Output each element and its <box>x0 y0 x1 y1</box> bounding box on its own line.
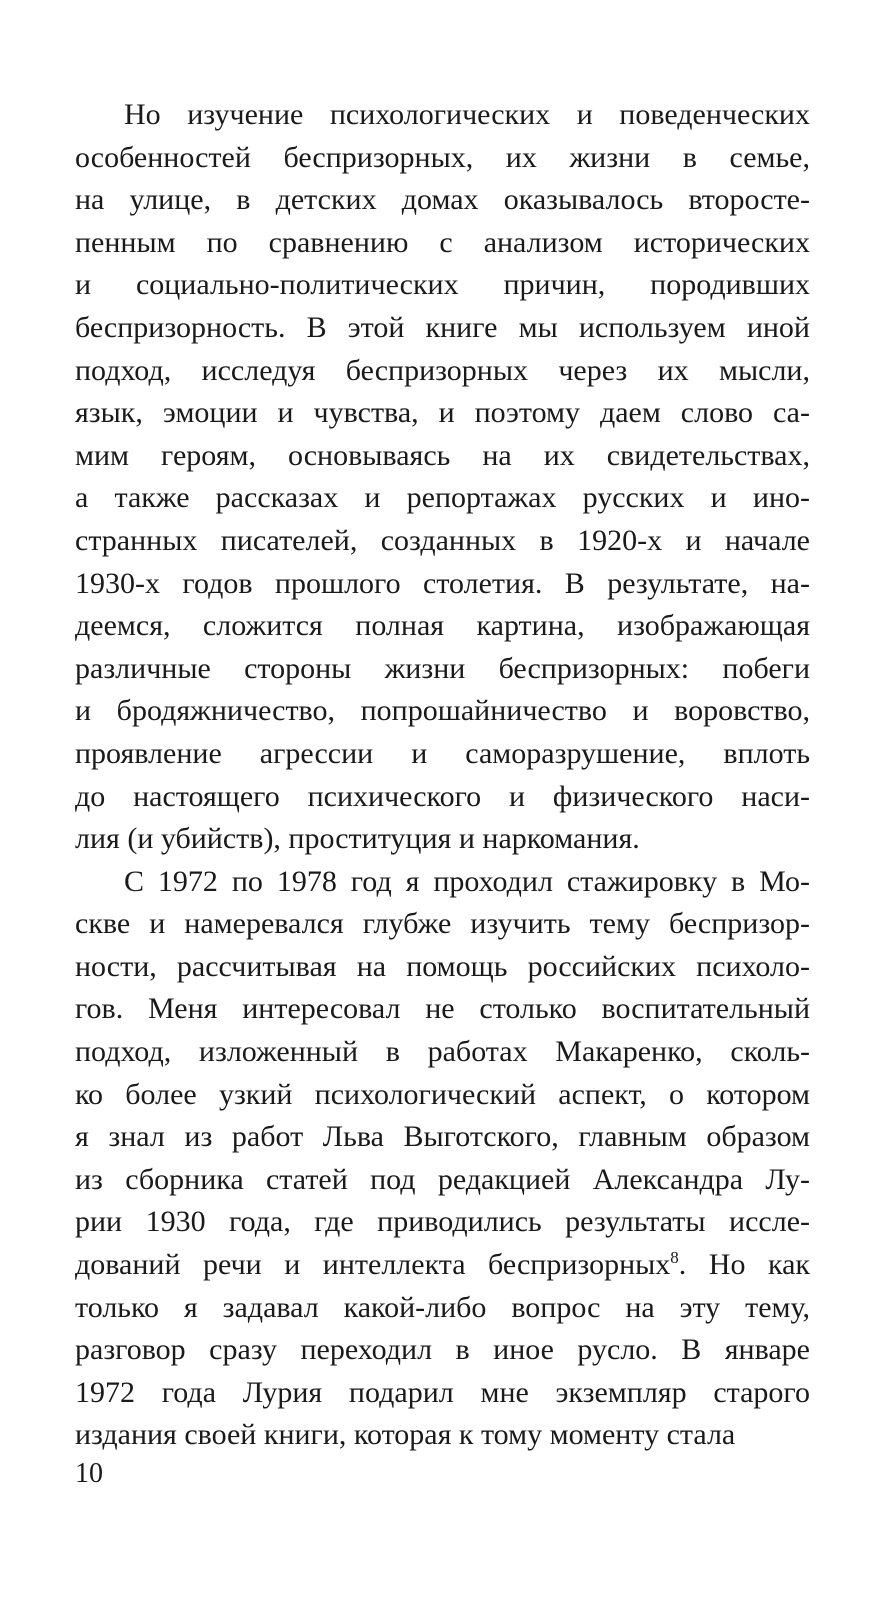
line-text: лия (и убийств), проституция и наркомания. <box>75 822 640 856</box>
line-text: только я задавал какой-либо вопрос на эту тему, <box>75 1290 810 1324</box>
line-text: рии 1930 года, где приводились результаты иссле- <box>75 1205 810 1239</box>
line-text: ности, рассчитывая на помощь российских психоло- <box>75 949 810 983</box>
line-text: мим героям, основываясь на их свидетельствах, <box>75 438 810 472</box>
line-text: я знал из работ Льва Выготского, главным образом <box>75 1120 810 1154</box>
text-line <box>75 264 810 307</box>
line-text: 1930-х годов прошлого столетия. В результате, на- <box>75 566 810 600</box>
text-line <box>75 1287 810 1330</box>
text-line <box>75 1031 810 1074</box>
line-text: С 1972 по 1978 год я проходил стажировку в Мо- <box>124 864 810 898</box>
text-line <box>75 733 810 776</box>
line-text: проявление агрессии и саморазрушение, вплоть <box>75 736 810 770</box>
text-line <box>75 1372 810 1415</box>
page-number: 10 <box>75 1458 103 1489</box>
line-text: деемся, сложится полная картина, изображающая <box>75 609 810 643</box>
text-line <box>75 988 810 1031</box>
line-text: . Но как <box>678 1248 810 1282</box>
line-text: особенностей беспризорных, их жизни в семье, <box>75 140 810 174</box>
text-line <box>75 605 810 648</box>
line-text: странных писателей, созданных в 1920-х и начале <box>75 523 810 557</box>
text-line <box>75 520 810 563</box>
text-line <box>75 307 810 350</box>
text-line <box>75 648 810 691</box>
line-text: подход, изложенный в работах Макаренко, сколь- <box>75 1035 810 1069</box>
text-line <box>75 222 810 265</box>
line-text: различные стороны жизни беспризорных: побеги <box>75 651 810 685</box>
line-text: беспризорность. В этой книге мы используем иной <box>75 310 810 344</box>
text-line <box>75 477 810 520</box>
line-text: пенным по сравнению с анализом исторических <box>75 225 810 259</box>
text-line <box>75 94 810 137</box>
line-text: разговор сразу переходил в иное русло. В январе <box>75 1333 810 1367</box>
text-line <box>75 563 810 606</box>
text-line <box>75 1074 810 1117</box>
text-line <box>75 179 810 222</box>
text-line <box>75 861 810 904</box>
line-text: а также рассказах и репортажах русских и ино- <box>75 481 810 515</box>
line-text: скве и намеревался глубже изучить тему беспризор- <box>75 907 810 941</box>
line-text: до настоящего психического и физического наси- <box>75 779 810 813</box>
text-line <box>75 1201 810 1244</box>
line-text: издания своей книги, которая к тому моменту стала <box>75 1418 736 1452</box>
text-line <box>75 137 810 180</box>
text-line <box>75 1414 810 1457</box>
line-text: Но изучение психологических и поведенческих <box>124 98 810 131</box>
text-line <box>75 350 810 393</box>
text-line <box>75 1244 810 1287</box>
line-text: на улице, в детских домах оказывалось второсте- <box>75 183 810 217</box>
text-line <box>75 903 810 946</box>
line-text: язык, эмоции и чувства, и поэтому даем слово са- <box>75 396 810 430</box>
text-line <box>75 690 810 733</box>
line-text: дований речи и интеллекта беспризорных <box>75 1248 671 1282</box>
text-line <box>75 1159 810 1202</box>
line-text: ко более узкий психологический аспект, о котором <box>75 1077 810 1111</box>
line-text: гов. Меня интересовал не столько воспитательный <box>75 992 810 1026</box>
text-line <box>75 435 810 478</box>
text-line <box>75 392 810 435</box>
line-text: и социально-политических причин, породивших <box>75 268 810 302</box>
text-line <box>75 946 810 989</box>
text-line <box>75 818 810 861</box>
text-line <box>75 1329 810 1372</box>
footnote-reference[interactable]: 8 <box>670 1248 679 1268</box>
line-text: и бродяжничество, попрошайничество и воровство, <box>75 694 810 728</box>
line-text: подход, исследуя беспризорных через их мысли, <box>75 353 810 387</box>
line-text: 1972 года Лурия подарил мне экземпляр старого <box>75 1375 810 1409</box>
text-line <box>75 1116 810 1159</box>
text-line <box>75 776 810 819</box>
body-text <box>75 94 810 1457</box>
line-text: из сборника статей под редакцией Александра Лу- <box>75 1162 810 1196</box>
